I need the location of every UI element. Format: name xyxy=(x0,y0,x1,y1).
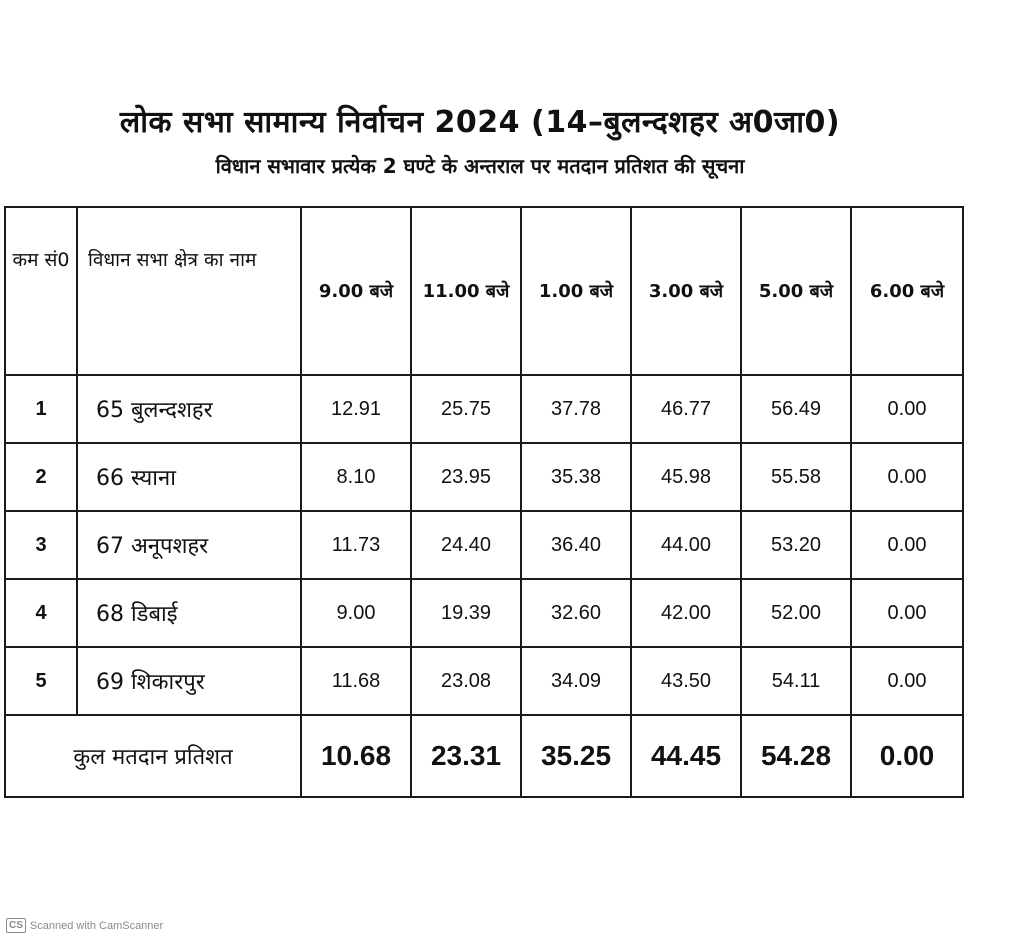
row-value: 34.09 xyxy=(521,647,631,715)
row-value: 53.20 xyxy=(741,511,851,579)
row-constituency: 69 शिकारपुर xyxy=(77,647,301,715)
row-value: 0.00 xyxy=(851,443,963,511)
row-constituency: 65 बुलन्दशहर xyxy=(77,375,301,443)
header-time-3: 3.00 बजे xyxy=(631,207,741,375)
row-value: 12.91 xyxy=(301,375,411,443)
row-value: 55.58 xyxy=(741,443,851,511)
row-value: 8.10 xyxy=(301,443,411,511)
page-subtitle: विधान सभावार प्रत्येक 2 घण्टे के अन्तराल पर मतदान प्रतिशत की सूचना xyxy=(215,154,745,178)
row-value: 56.49 xyxy=(741,375,851,443)
row-value: 11.73 xyxy=(301,511,411,579)
row-value: 42.00 xyxy=(631,579,741,647)
row-serial: 2 xyxy=(5,443,77,511)
header-time-5: 5.00 बजे xyxy=(741,207,851,375)
row-constituency: 67 अनूपशहर xyxy=(77,511,301,579)
total-value: 54.28 xyxy=(741,715,851,797)
header-time-1: 1.00 बजे xyxy=(521,207,631,375)
total-value: 23.31 xyxy=(411,715,521,797)
row-value: 23.95 xyxy=(411,443,521,511)
table-row xyxy=(5,511,963,579)
header-time-9: 9.00 बजे xyxy=(301,207,411,375)
total-value: 10.68 xyxy=(301,715,411,797)
row-value: 0.00 xyxy=(851,579,963,647)
row-value: 44.00 xyxy=(631,511,741,579)
total-value: 0.00 xyxy=(851,715,963,797)
row-value: 45.98 xyxy=(631,443,741,511)
header-row xyxy=(5,207,963,375)
table-row xyxy=(5,647,963,715)
camscanner-watermark xyxy=(6,918,163,933)
row-value: 32.60 xyxy=(521,579,631,647)
header-time-11: 11.00 बजे xyxy=(411,207,521,375)
row-value: 0.00 xyxy=(851,375,963,443)
row-value: 0.00 xyxy=(851,511,963,579)
table-row xyxy=(5,375,963,443)
row-serial: 3 xyxy=(5,511,77,579)
row-value: 52.00 xyxy=(741,579,851,647)
turnout-table xyxy=(4,206,964,798)
row-value: 23.08 xyxy=(411,647,521,715)
row-serial: 5 xyxy=(5,647,77,715)
total-label: कुल मतदान प्रतिशत xyxy=(5,715,301,797)
row-constituency: 66 स्याना xyxy=(77,443,301,511)
row-value: 43.50 xyxy=(631,647,741,715)
row-value: 36.40 xyxy=(521,511,631,579)
page-title: लोक सभा सामान्य निर्वाचन 2024 (14–बुलन्दशहर अ0जा0) xyxy=(119,105,841,140)
row-value: 46.77 xyxy=(631,375,741,443)
row-value: 0.00 xyxy=(851,647,963,715)
row-serial: 4 xyxy=(5,579,77,647)
row-value: 11.68 xyxy=(301,647,411,715)
camscanner-logo-icon: CS xyxy=(6,918,26,933)
row-value: 9.00 xyxy=(301,579,411,647)
camscanner-text: Scanned with CamScanner xyxy=(29,919,164,932)
header-serial: कम सं0 xyxy=(5,207,77,375)
header-name: विधान सभा क्षेत्र का नाम xyxy=(77,207,301,375)
row-value: 54.11 xyxy=(741,647,851,715)
row-value: 35.38 xyxy=(521,443,631,511)
total-value: 35.25 xyxy=(521,715,631,797)
row-value: 37.78 xyxy=(521,375,631,443)
row-value: 25.75 xyxy=(411,375,521,443)
row-value: 19.39 xyxy=(411,579,521,647)
row-value: 24.40 xyxy=(411,511,521,579)
table-row xyxy=(5,443,963,511)
row-constituency: 68 डिबाई xyxy=(77,579,301,647)
row-serial: 1 xyxy=(5,375,77,443)
total-value: 44.45 xyxy=(631,715,741,797)
table-row xyxy=(5,579,963,647)
header-time-6: 6.00 बजे xyxy=(851,207,963,375)
total-row xyxy=(5,715,963,797)
